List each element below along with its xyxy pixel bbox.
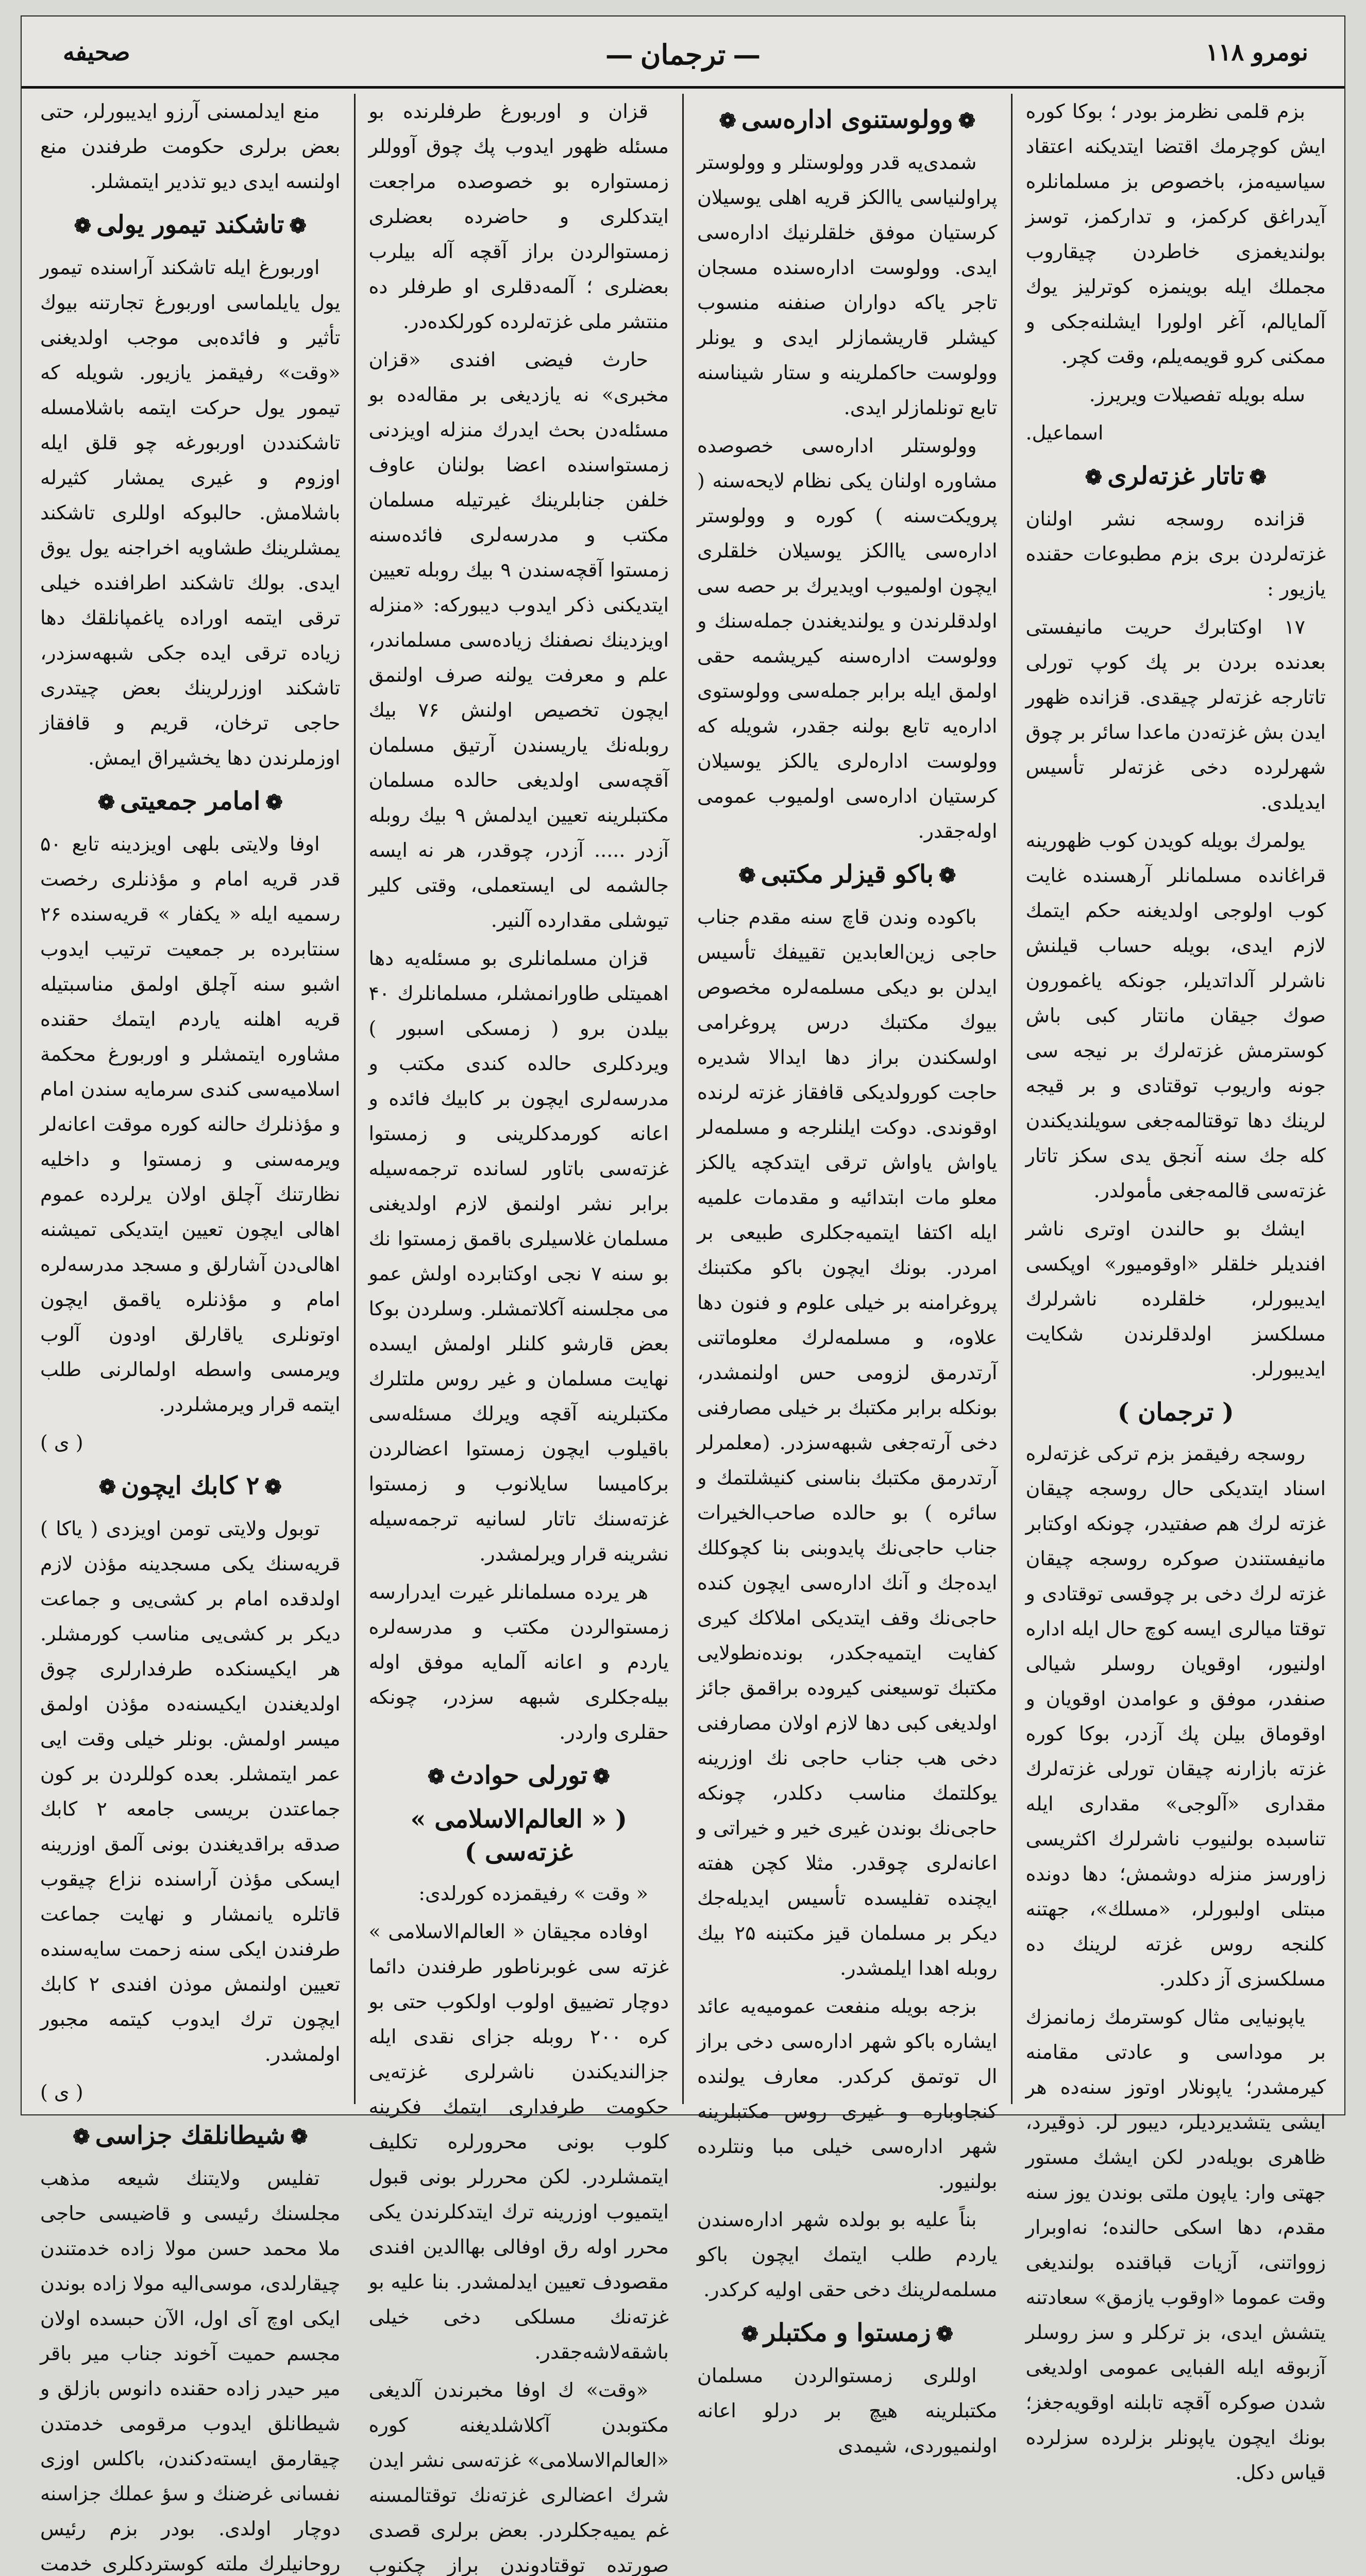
paragraph: قزانده روسجه نشر اولنان غزته‌لردن برى بزم مطبوعات حقنده يازيور : <box>1025 507 1326 600</box>
ornament-icon: ❁ <box>936 2322 954 2346</box>
paragraph: اوفا ولايتى بلهى اويزدينه تابع ۵۰ قدر قريه امام و مؤذنلرى رخصت رسميه ايله « يكفار » قريه‌سنده ۲۶ سنتابرده بر جمعيت ترتيب ايدوب اشبو سنه آچلق اولمق مناسبتيله قريه اهلنه ياردم ايتمك حقنده مشاوره ايتمشلر و اوربورغ محكمة اسلاميه‌سى كندى سرمايه سندن امام و مؤذنلرك حالنه كوره موقت اعانه‌لر ويرمه‌سنى و زمستوا و داخليه نظارتنك آچلق اولان يرلرده عموم اهالى ايچون تعيين ايتديكى تميشنه اهالى‌دن آشارلق و مسجد مدرسه‌لره امام و مؤذنلره ياقمق ايچون اوتونلرى ياقارلق اودون آلوب ويرمسى واسطه اولمالرنى طلب ايتمه قرار ويرمشلردر. <box>40 833 341 1416</box>
paragraph: ايشك بو حالندن اوترى ناشر افنديلر خلقلر «اوقوميور» اوپكسى ايديبورلر، خلقلرده ناشرلرك مسلكسز اولدقلرندن شكايت ايديبورلر. <box>1025 1217 1326 1380</box>
page-label: صحيفه <box>63 38 130 66</box>
paper-title: — ترجمان — <box>598 38 768 71</box>
ornament-icon: ❁ <box>938 863 956 888</box>
paragraph: باكوده وندن قاچ سنه مقدم جناب حاجى زين‌العابدين تقييفك تأسيس ايدلن بو ديكى مسلمه‌لره مخصوص بيوك مكتبك درس پروغرامى اولسكندن براز دها ايدالا شديره حاجت كورولديكى قافقاز غزته لرنده اوقوندى. دوكت ايلنلرجه و مسلمه‌لر ياواش ياواش ترقى ايتدكچه يالكز معلو مات ابتدائيه و مقدمات علميه ايله اكتفا ايتميه‌جكلرى طبيعى بر امردر. بونك ايچون باكو مكتبنك پروغرامنه بر خيلى علوم و فنون دها علاوه، و مسلمه‌لرك معلوماتنى آرتدرمق لزومى حس اولنمشدر، بونكله برابر مكتبك بر خيلى مصارفنى دخى آرته‌جغى شبهه‌سزدر. (معلمرلر آرتدرمق مكتبك بناسنى كنيشلتمك و سائره ) بو حالده صاحب‌الخيرات جناب حاجى‌نك پايدوبنى بنا كچوكلك ايده‌جك و آنك اداره‌سى ايچون كنده حاجى‌نك وقف ايتديكى املاكك كيرى كفايت ايتميه‌جكدر، بونده‌نطولايى مكتبك توسيعنى كيروده براقمق جائز اولديغى كبى دها لازم اولان مصارفنى دخى هب جناب حاجى نك اوزرينه يوكلتمك مناسب دكلدر، چونكه حاجى‌نك بوندن غيرى خير و خيراتى و اعانه‌لرى چوقدر. مثلا كچن هفته ايچنده تفليسده تأسيس ايديله‌جك ديكر بر مسلمان قيز مكتبنه ۲۵ بيك روبله اهدا ايلمشدر. <box>697 906 998 1979</box>
ornament-icon: ❁ <box>427 1765 445 1789</box>
paragraph: شمدى‌يه قدر وولوستلر و وولوستر پراولنياسى ياالكز قريه اهلى يوسيلان كرستيان موفق خلقلرنيك اداره‌سى ايدى. وولوست اداره‌سنده مسجان تاجر ياكه دواران صنفنه منسوب كيشلر قاريشمازلر ايدى و يونلر وولوست حاكملرينه و ستار شيناسنه تابع تونلمازلر ايدى. <box>697 151 998 419</box>
column-3 <box>356 94 684 2576</box>
section-heading <box>697 103 998 138</box>
paragraph: وولوستلر اداره‌سى خصوصده مشاوره اولنان يكى نظام لايحه‌سنه ( پرويكت‌سنه ) كوره و وولوستر اداره‌سى ياالكز يوسيلان خلقلرى ايچون اولميوب اويديرك بر حصه سى اولدقلرندن و يولنديغندن جمله‌سنك و وولوست اداره‌سنه كيريشمه حقى اولمق ايله برابر جمله‌سى وولوستوى اداره‌يه تابع بولنه جقدر، شويله كه وولوست اداره‌لرى يالكز يوسيلان كرستيان اداره‌سى اولميوب عمومى اوله‌جقدر. <box>697 434 998 842</box>
column-1 <box>1013 94 1340 2484</box>
ornament-icon: ❁ <box>593 1765 610 1789</box>
ornament-icon: ❁ <box>741 2322 758 2346</box>
paragraph: تفليس ولايتنك شيعه مذهب مجلسنك رئيسى و قاضيسى حاجى ملا محمد حسن مولا زاده خدمتندن چيقارلدى، موسى‌اليه مولا زاده بوندن ايكى اوچ آى اول، الآن حبسده اولان مجسم حميت آخوند جناب مير باقر مير حيدر زاده حقنده دانوس بازلق و شيطانلق ايدوب مرقومى خدمتدن چيقارمق ايسته‌دكندن، باكلس اوزى نفسانى غرضنك و سؤ عملك جزاسنه دوچار اولدى. بودر بزم رئيس روحانيلرك ملته كوستردكلرى خدمت <box>40 2167 341 2575</box>
heading-text: تاشكند تيمور يولى <box>96 210 284 239</box>
section-heading <box>40 785 341 819</box>
paragraph: قزان و اوربورغ طرفلرنده بو مسئله ظهور ايدوب پك چوق آووللر زمستواره بو خصوصده مراجعت ايتدكلرى و حاضرده بعضلرى زمستوالردن براز آقچه آله بيلرب بعضلرى ؛ آلمه‌دقلرى او طرفلر ده منتشر ملى غزته‌لرده كورلكده‌در. <box>368 100 669 333</box>
paragraph: بزجه بويله منفعت عموميه‌يه عائد ايشاره باكو شهر اداره‌سى دخى براز ال توتمق كركدر. معارف يولنده كنجاوباره و غيرى روس مكتبلرينه شهر اداره‌سى خيلى مبا ونتلرده بولنيور. <box>697 1995 998 2193</box>
paragraph: هر يرده مسلمانلر غيرت ايدرارسه زمستوالردن مكتب و مدرسه‌لره ياردم و اعانه آلمايه موفق اوله بيله‌جكلرى شبهه سزدر، چونكه حقلرى واردر. <box>368 1581 669 1743</box>
paragraph: اوفاده مجيقان « العالم‌الاسلامى » غزته سى غوبرناطور طرفندن دائما دوچار تضييق اولوب اولكوب حتى بو كره ۲۰۰ روبله جزاى نقدى ايله جزالنديكندن ناشرلرى غزته‌يى حكومت طرفدارى ايتمك فكرينه كلوب بونى محرورلره تكليف ايتمشلردر. لكن محررلر بونى قبول ايتميوب اوزرينه ترك ايتدكلرندن يكى محرر اوله رق اوفالى بهاالدين افندى مقصودف تعيين ايدلمشدر. بنا عليه بو غزته‌نك مسلكى دخى خيلى باشقه‌لاشه‌جقدر. <box>368 1920 669 2363</box>
ornament-icon: ❁ <box>958 109 976 133</box>
ornament-icon: ❁ <box>1085 465 1103 489</box>
ornament-icon: ❁ <box>290 2125 308 2149</box>
paragraph: «وقت» ك اوفا مخبرندن آلديغى مكتوبدن آكلاشلديغنه كوره «العالم‌الاسلامى» غزته‌سى نشر ايدن شرك اعضالرى غزته‌نك توقتالمسنه غم يميه‌جكلردر. بعض برلرى قصدى صورتده توقتادوندن براز چكنوب <box>368 2379 669 2576</box>
heading-text: شيطانلقك جزاسى <box>95 2121 285 2150</box>
section-heading <box>369 1759 669 1793</box>
ornament-icon: ❁ <box>98 1475 116 1499</box>
heading-text: زمستوا و مكتبلر <box>764 2318 931 2347</box>
section-heading <box>40 2119 341 2154</box>
paragraph: يولمرك بويله كويدن كوب ظهورينه قراغانده مسلمانلر آرهسنده غايت كوب اولوجى اولديغنه حكم ايتمك لازم ايدى، بويله حساب قيلنش ناشرلر آلداتديلر، جونكه ياغمورون صوك جيقان مانتار كبى باش كوسترمش غزته‌لرك بر نيجه سى جونه واريوب توقتادى و بر قيجه لرينك دها توقتالمه‌جغى سويلنديكندن كله جك سنه آنجق يدى سكز تاتار غزته‌سى قالمه‌جغى مأمولدر. <box>1025 829 1326 1202</box>
paragraph: روسجه رفيقمز بزم تركى غزته‌لره اسناد ايتديكى حال روسجه چيقان غزته لرك هم صفتيدر، چونكه اوكتابر مانيفستندن صوكره روسجه چيقان غزته لرك دخى بر چوقسى توقتادى و توقتا ميالرى ايسه كوچ حال ايله اداره اولنيور، اوقويان روسلر شيالى صنفدر، موفق و عوامدن اوقويان و اوقوماق بيلن پك آزدر، بوكا كوره غزته بازارنه چيقان تورلى غزته‌لرك مقدارى «آلوجى» مقدارى ايله تناسبده بولنيوب ناشرلرك اكثريسى زاورسز منزله دوشمش؛ دها دونده مبتلى اولبورلر، «مسلك»، جهتنه كلنجه روس غزته لرينك ده مسلكسزى آز دكلدر. <box>1025 1442 1326 1990</box>
paragraph: قزان مسلمانلرى بو مسئله‌يه دها اهميتلى طاورانمشلر، مسلمانلرك ۴۰ بيلدن برو ( زمسكى اسبور ) ويردكلرى حالده كندى مكتب و مدرسه‌لرى ايچون بر كابيك فائده و اعانه كورمدكلرينى و زمستوا غزته‌سى باتاور لسانده ترجمه‌سيله برابر نشر اولنمق لازم اولديغنى مسلمان غلاسيلرى باقمق زمستوا نك بو سنه ۷ نجى اوكتابرده اولش عمو مى مجلسنه آكلاتمشلر. وسلردن بوكا بعض قارشو كلنلر اولمش ايسده نهايت مسلمان و غير روس ملتلرك مكتبلرينه آقچه ويرلك مسئله‌سى باقيلوب ايچون زمستوا اعضالردن بركاميسا سايلانوب و زمستوا غزته‌سنك تاتار لسانيه ترجمه‌سيله نشرينه قرار ويرلمشدر. <box>368 947 669 1565</box>
ornament-icon: ❁ <box>97 790 115 815</box>
paragraph: توبول ولايتى تومن اويزدى ( ياكا ) قريه‌سنك يكى مسجدينه مؤذن لازم اولدقده امام بر كشى‌يى و جماعت ديكر بر كشى‌يى مناسب كورمشلر. هر ايكيسنكده طرفدارلرى چوق اولديغندن ايكيسنه‌ده مؤذن اولمق ميسر اولمش. بونلر خيلى وقت ايى عمر ايتمشلر. بعده كوللردن بر كون جماعتدن بريسى جامعه ۲ كابك صدقه براقديغندن بونى آلمق اوزرينه ايسكى مؤذن آراسنده نزاع چيقوب قاتلره يانمشار و نهايت جماعت طرفندن ايكى سنه زحمت سايه‌سنده تعيين اولنمش موذن افندى ۲ كابك ايچون ترك ايدوب كيتمه مجبور اولمشدر. <box>40 1517 341 2065</box>
columns <box>27 94 1339 2576</box>
ornament-icon: ❁ <box>74 214 92 238</box>
paragraph: ۱۷ اوكتابرك حريت مانيفستى بعدنده بردن بر پك كوپ تورلى تاتارجه غزته‌لر چيقدى. قزانده ظهور ايدن بش غزته‌دن ماعدا سائر بر چوق شهرلرده دخى غزته‌لر تأسيس ايديلدى. <box>1025 616 1326 814</box>
paragraph: منع ايدلمسنى آرزو ايديبورلر، حتى بعض برلرى حكومت طرفندن منع اولنسه ايدى ديو تذدير ايتمشلر. <box>40 100 341 193</box>
newspaper-page <box>21 15 1345 2576</box>
ornament-icon: ❁ <box>738 863 756 888</box>
column-4 <box>27 94 356 2575</box>
heading-text: تورلى حوادث <box>450 1761 588 1790</box>
paragraph: حارث فيضى افندى «قزان مخبرى» نه يازديغى بر مقاله‌ده بو مسئله‌دن بحث ايدرك منزله اويزدنى زمستواسنده اعضا بولنان عاوف خلفن جنابلرينك غيرتيله مسلمان مكتب و مدرسه‌لرى فائده‌سنه زمستوا آقچه‌سندن ۹ بيك روبله تعيين ايتديكنى ذكر ايدوب ديبوركه: «منزله اويزدينك نصفنك زياده‌سى مسلماندر، علم و معرفت يولنه صرف اولنمق ايچون تخصيص اولنش ۷۶ بيك روبله‌نك ياريسندن آرتيق مسلمان آقچه‌سى اولديغى حالده مسلمان مكتبلرينه تعيين ايدلمش ۹ بيك روبله آزدر ..... آزدر، چوقدر، هر نه ايسه جالشمه لى ايستعملى، وقتى كلير تيوشلى مقدارده آلنير. <box>368 348 669 931</box>
paragraph: سله بويله تفصيلات ويريرز. <box>1089 383 1305 406</box>
paragraph: اوربورغ ايله تاشكند آراسنده تيمور يول يايلماسى اوربورغ تجارتنه بيوك تأثير و فائده‌بى موجب اولديغنى «وقت» رفيقمز يازيور. شويله كه تيمور يول حركت ايتمه باشلامسله تاشكنددن اوربورغه چو قلق ايله اوزوم و غيرى يمشار كثيرله باشلامش. حالبوكه اوللرى تاشكند يمشلرينك طشاويه اخراجنه يول يوق ايدى. بولك تاشكند اطرافنده خيلى ترقى ايتمه اوراده ياغمپانلقك دها زياده ترقى ايده جكى شبهه‌سزدر، تاشكند اوزرلرينك بعض چيتدرى حاجى ترخان، قريم و قافقاز اوزملرندن دها يخشيراق ايمش. <box>40 256 341 769</box>
ornament-icon: ❁ <box>265 790 283 815</box>
heading-text: امامر جمعيتى <box>120 787 261 816</box>
paragraph: ياپونيايى مثال كوسترمك زمانمزك بر موداسى و عادتى مقامنه كيرمشدر؛ ياپونلار اوتوز سنه‌ده هر ايشى يتشديرديلر، ديبور لر. ذوقيرد، ظاهرى بويله‌در لكن ايشك مستور جهتى وار: ياپون ملتى بوندن يوز سنه مقدم، دها اسكى حالنده؛ نه‌اوبرار زوواتنى، آزيات قباقنده بولنديغى وقت عموما «اوقوب يازمق» سعادتنه يتشش ايدى، بز تركلر و سز روسلر آزبوقه ايله الفبايى عمومى اولديغى شدن صوكره آقچه تابلنه اوقويه‌جغز؛ بونك ايچون ياپونلر بزلرده سزلرده قياس دكل. <box>1025 2006 1326 2484</box>
issue-number: نومرو ۱۱۸ <box>1206 38 1308 66</box>
signature: ( ى ) <box>40 2081 83 2104</box>
section-heading <box>1026 460 1326 494</box>
heading-text: تاتار غزته‌لرى <box>1107 462 1244 490</box>
signature: ( ى ) <box>40 1431 83 1454</box>
column-2 <box>684 94 1013 2457</box>
ornament-icon: ❁ <box>264 1475 282 1499</box>
ornament-icon: ❁ <box>719 109 736 133</box>
source-label: ( ترجمان ) <box>1117 1398 1234 1427</box>
masthead <box>22 16 1344 89</box>
heading-text: وولوستنوى اداره‌سى <box>741 105 953 134</box>
ornament-icon: ❁ <box>73 2125 90 2149</box>
heading-text: باكو قيزلر مكتبى <box>761 860 934 889</box>
section-heading <box>40 1469 341 1504</box>
sub-heading: ( « العالم‌الاسلامى » غزته‌سى ) <box>410 1805 627 1867</box>
section-heading <box>40 208 341 243</box>
ornament-icon: ❁ <box>289 214 307 238</box>
paragraph: بناً عليه بو بولده شهر اداره‌سندن ياردم طلب ايتمك ايچون باكو مسلمه‌لرينك دخى حقى اوليه كركدر. <box>697 2208 998 2301</box>
paragraph: « وقت » رفيقمزده كورلدى: <box>418 1882 648 1905</box>
signature: اسماعيل. <box>1025 421 1104 444</box>
heading-text: ۲ كابك ايچون <box>121 1471 260 1500</box>
section-heading <box>697 2316 998 2351</box>
paragraph: اوللرى زمستوالردن مسلمان مكتبلرينه هيچ بر درلو اعانه اولنميوردى، شيمدى <box>697 2364 998 2457</box>
section-heading <box>697 858 998 892</box>
ornament-icon: ❁ <box>1249 465 1267 489</box>
paragraph: بزم قلمی نظرمز بودر ؛ بوكا كوره ايش كوچرمك اقتضا ايتديكنه اعتقاد سياسيه‌مز، باخصوص بز مسلمانلره آيدراغق كركمز، و تداركمز، توسز بولنديغمزى خاطردن چيقاروب مجملك ايله بوينمزه كوترليز يوك آلمايالم، آغر اولورا ايشلنه‌جكى و ممكنى كرو قويمه‌يلم، وقت كچر. <box>1025 100 1326 368</box>
